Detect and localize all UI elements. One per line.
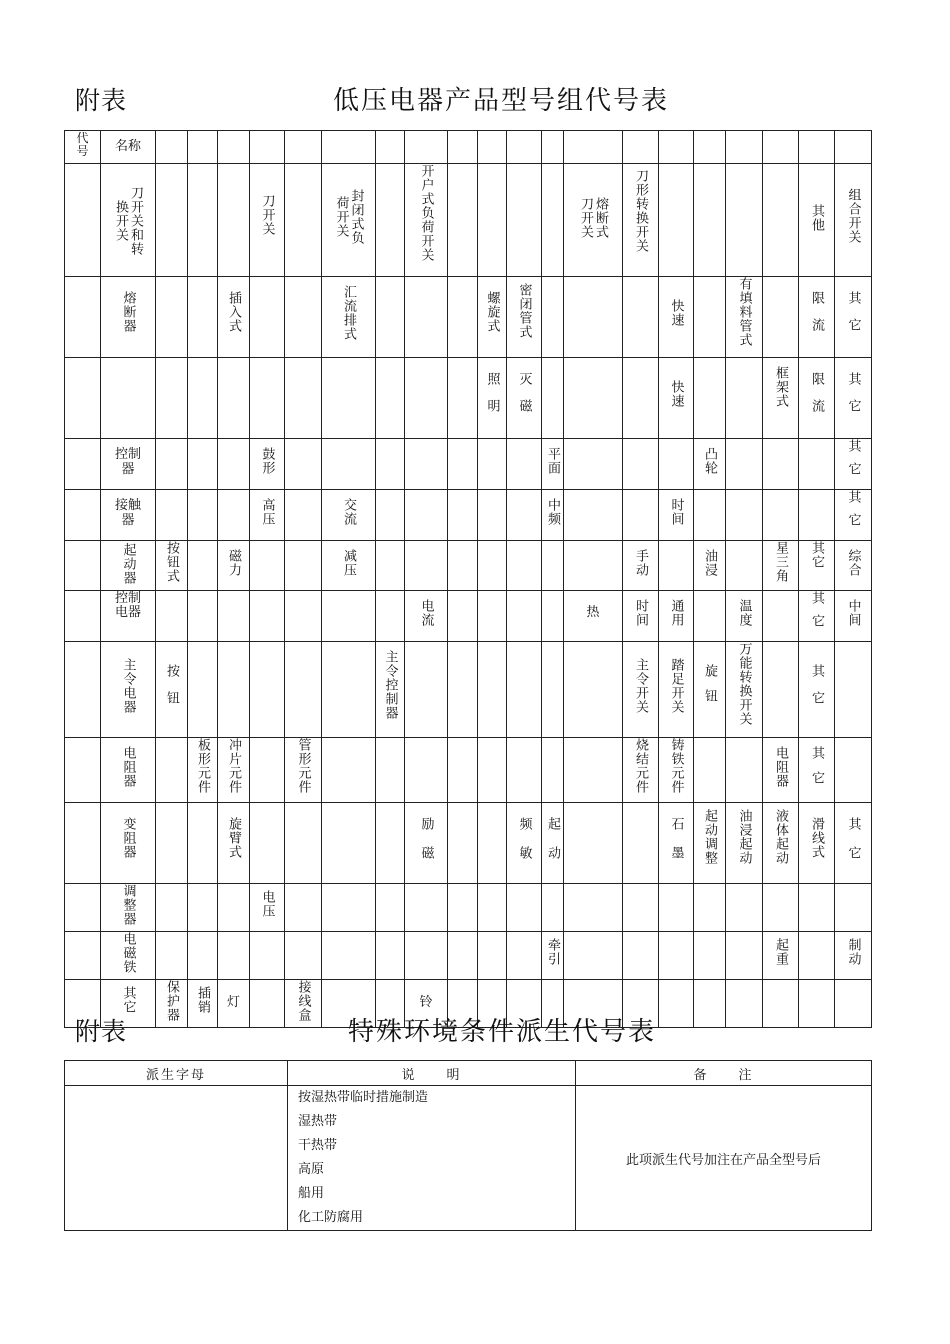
cell-text: 起重 xyxy=(773,938,788,966)
table-cell xyxy=(542,490,564,541)
cell-text: 磁力 xyxy=(226,549,241,577)
table-row xyxy=(65,591,872,642)
remark-text: 此项派生代号加注在产品全型号后 xyxy=(625,1152,821,1168)
cell-text: 保护器 xyxy=(164,980,179,1022)
table-cell xyxy=(507,277,542,358)
cell-text: 油浸 xyxy=(702,549,717,577)
table-cell xyxy=(694,541,726,591)
table-cell xyxy=(405,164,448,277)
cell-text: 频敏 xyxy=(516,817,532,875)
list-item: 湿热带 xyxy=(298,1114,338,1129)
table-cell xyxy=(218,541,250,591)
table-cell xyxy=(285,738,322,803)
cell-text: 温度 xyxy=(736,599,752,627)
table1-label: 附表 xyxy=(75,86,128,115)
table-cell xyxy=(763,932,799,980)
table-cell xyxy=(763,738,799,803)
remark-cell xyxy=(576,1086,872,1231)
table-cell xyxy=(659,591,694,642)
table-cell xyxy=(250,490,285,541)
cell-text: 冲片元件 xyxy=(226,738,241,794)
table-row xyxy=(65,642,872,738)
row-name-text: 接触器 xyxy=(114,498,141,528)
cell-text: 有填料管式 xyxy=(736,277,752,347)
table-row xyxy=(65,358,872,439)
table-cell xyxy=(799,164,835,277)
cell-text: 按钮 xyxy=(164,664,179,718)
table-cell xyxy=(726,803,763,884)
table-cell xyxy=(542,439,564,490)
header-remark: 备 注 xyxy=(576,1061,872,1086)
table-row xyxy=(65,803,872,884)
table-cell xyxy=(726,642,763,738)
table-cell xyxy=(726,277,763,358)
cell-text: 其它 xyxy=(845,439,861,485)
list-item: 干热带 xyxy=(298,1138,338,1153)
cell-text: 密闭管式 xyxy=(516,283,532,339)
table-cell xyxy=(507,803,542,884)
cell-text: 凸轮 xyxy=(702,447,717,475)
row-name-text: 调整器 xyxy=(120,884,136,926)
table-cell xyxy=(659,277,694,358)
cell-text: 其它 xyxy=(809,746,824,796)
row-name-cell xyxy=(101,490,156,541)
cell-text: 减压 xyxy=(341,549,356,577)
row-name-text: 变阻器 xyxy=(120,817,136,859)
table-cell xyxy=(799,358,835,439)
table-cell xyxy=(659,490,694,541)
cell-text: 限流 xyxy=(809,291,824,345)
cell-text: 踏足开关 xyxy=(668,658,684,714)
table-cell xyxy=(835,932,872,980)
cell-text: 限流 xyxy=(809,372,824,426)
table-row xyxy=(65,490,872,541)
cell-text: 平面 xyxy=(545,447,560,475)
cell-text: 其它 xyxy=(809,591,824,637)
table-cell xyxy=(799,803,835,884)
list-item: 高原 xyxy=(298,1162,325,1177)
table-cell xyxy=(623,164,659,277)
row-name-text: 主令电器 xyxy=(120,658,136,714)
row-name-text: 其它 xyxy=(120,986,136,1014)
cell-text: 快速 xyxy=(668,380,684,408)
cell-text: 插入式 xyxy=(226,291,241,333)
row-name-cell xyxy=(101,803,156,884)
table-cell xyxy=(405,803,448,884)
header-cell xyxy=(65,131,101,164)
table-row xyxy=(65,164,872,277)
description-cell xyxy=(288,1086,576,1231)
table-cell xyxy=(835,439,872,490)
table-cell xyxy=(564,164,623,277)
cell-text: 灯 xyxy=(226,995,240,1010)
cell-text: 石墨 xyxy=(668,817,684,875)
table-cell xyxy=(376,642,405,738)
table-row xyxy=(65,932,872,980)
table-row xyxy=(65,439,872,490)
product-type-code-table xyxy=(64,130,872,1028)
cell-text: 通用 xyxy=(668,599,684,627)
table-cell xyxy=(835,164,872,277)
cell-text: 刀形转换开关 xyxy=(633,169,648,253)
table-cell xyxy=(763,541,799,591)
cell-text: 其它 xyxy=(809,664,824,718)
cell-text: 液体起动 xyxy=(773,809,788,865)
table-row xyxy=(65,277,872,358)
table-cell xyxy=(156,642,188,738)
table-cell xyxy=(478,358,507,439)
table-cell xyxy=(542,932,564,980)
table-cell xyxy=(285,980,322,1028)
row-name-cell xyxy=(101,439,156,490)
cell-text: 刀开关 xyxy=(259,194,275,236)
cell-text: 灭磁 xyxy=(516,372,532,426)
table2-label: 附表 xyxy=(75,1017,128,1046)
cell-text: 牵引 xyxy=(545,938,560,966)
row-name-cell xyxy=(101,932,156,980)
table-cell xyxy=(835,541,872,591)
table-cell xyxy=(835,591,872,642)
table-cell xyxy=(623,591,659,642)
table-cell xyxy=(835,803,872,884)
cell-text: 旋钮 xyxy=(702,664,717,714)
table-cell xyxy=(322,541,376,591)
cell-text: 开户式负荷开关 xyxy=(418,164,434,262)
row-name-text: 起动器 xyxy=(120,543,136,585)
cell-text: 电阻器 xyxy=(773,746,788,788)
cell-text: 制动 xyxy=(845,938,861,966)
table-cell xyxy=(542,803,564,884)
table-cell xyxy=(564,591,623,642)
table-cell xyxy=(188,980,218,1028)
table-cell xyxy=(763,358,799,439)
table-cell xyxy=(623,541,659,591)
header-name-text: 名称 xyxy=(114,139,141,154)
table-cell xyxy=(507,358,542,439)
cell-text: 电流 xyxy=(418,599,434,627)
table-cell xyxy=(156,541,188,591)
cell-text: 旋臂式 xyxy=(226,817,241,859)
table-row xyxy=(65,738,872,803)
row-name-cell xyxy=(101,164,156,277)
cell-text: 框架式 xyxy=(773,366,788,408)
table-cell xyxy=(799,642,835,738)
cell-text: 照明 xyxy=(484,372,500,426)
cell-text: 按钮式 xyxy=(164,541,179,583)
row-name-text: 刀开关和转换开关 xyxy=(113,186,143,256)
cell-text: 星三角 xyxy=(773,541,788,583)
cell-text: 中间 xyxy=(845,599,861,627)
cell-text: 万能转换开关 xyxy=(736,642,752,726)
table-cell xyxy=(799,738,835,803)
cell-text: 烧结元件 xyxy=(633,738,648,794)
cell-text: 螺旋式 xyxy=(484,291,500,333)
table-cell xyxy=(322,277,376,358)
cell-text: 熔断式刀开关 xyxy=(578,197,608,239)
cell-text: 主令控制器 xyxy=(382,650,398,720)
table-cell xyxy=(799,591,835,642)
table-cell xyxy=(250,884,285,932)
table-cell xyxy=(694,642,726,738)
table-cell xyxy=(218,803,250,884)
table-cell xyxy=(250,439,285,490)
table-cell xyxy=(835,277,872,358)
table-cell xyxy=(188,738,218,803)
table-cell xyxy=(659,642,694,738)
table-cell xyxy=(250,164,285,277)
cell-text: 时间 xyxy=(633,599,648,627)
row-name-cell xyxy=(101,642,156,738)
cell-text: 其它 xyxy=(845,291,861,345)
row-name-cell xyxy=(101,884,156,932)
table-cell xyxy=(623,642,659,738)
cell-text: 其它 xyxy=(845,372,861,426)
cell-text: 接线盒 xyxy=(295,980,311,1022)
row-name-text: 熔断器 xyxy=(120,291,136,333)
table-cell xyxy=(726,591,763,642)
special-environment-code-table xyxy=(64,1060,872,1231)
cell-text: 主令开关 xyxy=(633,658,648,714)
row-name-text: 控制器 xyxy=(114,447,141,477)
table-cell xyxy=(156,980,188,1028)
table-header-row xyxy=(65,1061,872,1086)
table2-title: 特殊环境条件派生代号表 xyxy=(348,1017,657,1047)
header-cell xyxy=(101,131,156,164)
row-name-cell xyxy=(101,738,156,803)
table-cell xyxy=(478,277,507,358)
cell-text: 油浸起动 xyxy=(736,809,752,865)
list-item: 化工防腐用 xyxy=(298,1210,364,1225)
table-cell xyxy=(218,277,250,358)
cell-text: 管形元件 xyxy=(295,738,311,794)
table-cell xyxy=(322,490,376,541)
table-row xyxy=(65,541,872,591)
cell-text: 其他 xyxy=(809,204,824,232)
table-cell xyxy=(835,358,872,439)
table-cell xyxy=(659,358,694,439)
table-cell xyxy=(694,803,726,884)
cell-text: 热 xyxy=(586,605,600,620)
row-name-cell xyxy=(101,541,156,591)
table-cell xyxy=(835,490,872,541)
list-item: 船用 xyxy=(298,1186,325,1201)
table1-title: 低压电器产品型号组代号表 xyxy=(333,86,670,116)
cell-text: 时间 xyxy=(668,498,684,526)
table-cell xyxy=(218,980,250,1028)
table-cell xyxy=(659,738,694,803)
cell-text: 手动 xyxy=(633,549,648,577)
cell-text: 电压 xyxy=(259,890,275,918)
cell-text: 铃 xyxy=(419,995,433,1010)
cell-text: 封闭式负荷开关 xyxy=(333,189,364,245)
header-derived-letter: 派生字母 xyxy=(65,1061,288,1086)
cell-text: 组合开关 xyxy=(845,188,861,244)
cell-text: 插销 xyxy=(195,986,210,1014)
row-name-text: 电磁铁 xyxy=(120,932,136,974)
table-cell xyxy=(799,541,835,591)
cell-text: 滑线式 xyxy=(809,817,824,859)
cell-text: 起动 xyxy=(545,817,560,875)
cell-text: 板形元件 xyxy=(195,738,210,794)
cell-text: 中频 xyxy=(545,498,560,526)
cell-text: 其它 xyxy=(809,541,824,569)
table-row xyxy=(65,1086,872,1231)
table-cell xyxy=(763,803,799,884)
row-name-text: 电阻器 xyxy=(120,746,136,788)
cell-text: 鼓形 xyxy=(259,447,275,475)
cell-text: 起动调整 xyxy=(702,809,717,865)
cell-text: 汇流排式 xyxy=(341,285,356,341)
cell-text: 快速 xyxy=(668,299,684,327)
table-row xyxy=(65,131,872,164)
table-cell xyxy=(218,738,250,803)
table-cell xyxy=(405,591,448,642)
cell-text: 高压 xyxy=(259,498,275,526)
header-code-text: 代号 xyxy=(76,131,89,158)
cell-text: 其它 xyxy=(845,817,861,875)
table-cell xyxy=(623,738,659,803)
row-name-cell xyxy=(101,591,156,642)
row-name-text: 控制电器 xyxy=(114,591,141,620)
table-cell xyxy=(322,164,376,277)
table-row xyxy=(65,884,872,932)
table-cell xyxy=(659,803,694,884)
row-name-cell xyxy=(101,277,156,358)
table-cell xyxy=(799,277,835,358)
list-item: 按湿热带临时措施制造 xyxy=(298,1090,429,1105)
table-cell xyxy=(694,439,726,490)
cell-text: 铸铁元件 xyxy=(668,738,684,794)
cell-text: 交流 xyxy=(341,498,356,526)
cell-text: 其它 xyxy=(845,490,861,536)
derived-letter-cell xyxy=(65,1086,288,1231)
header-description: 说 明 xyxy=(288,1061,576,1086)
cell-text: 综合 xyxy=(845,549,861,577)
cell-text: 励磁 xyxy=(418,817,434,875)
